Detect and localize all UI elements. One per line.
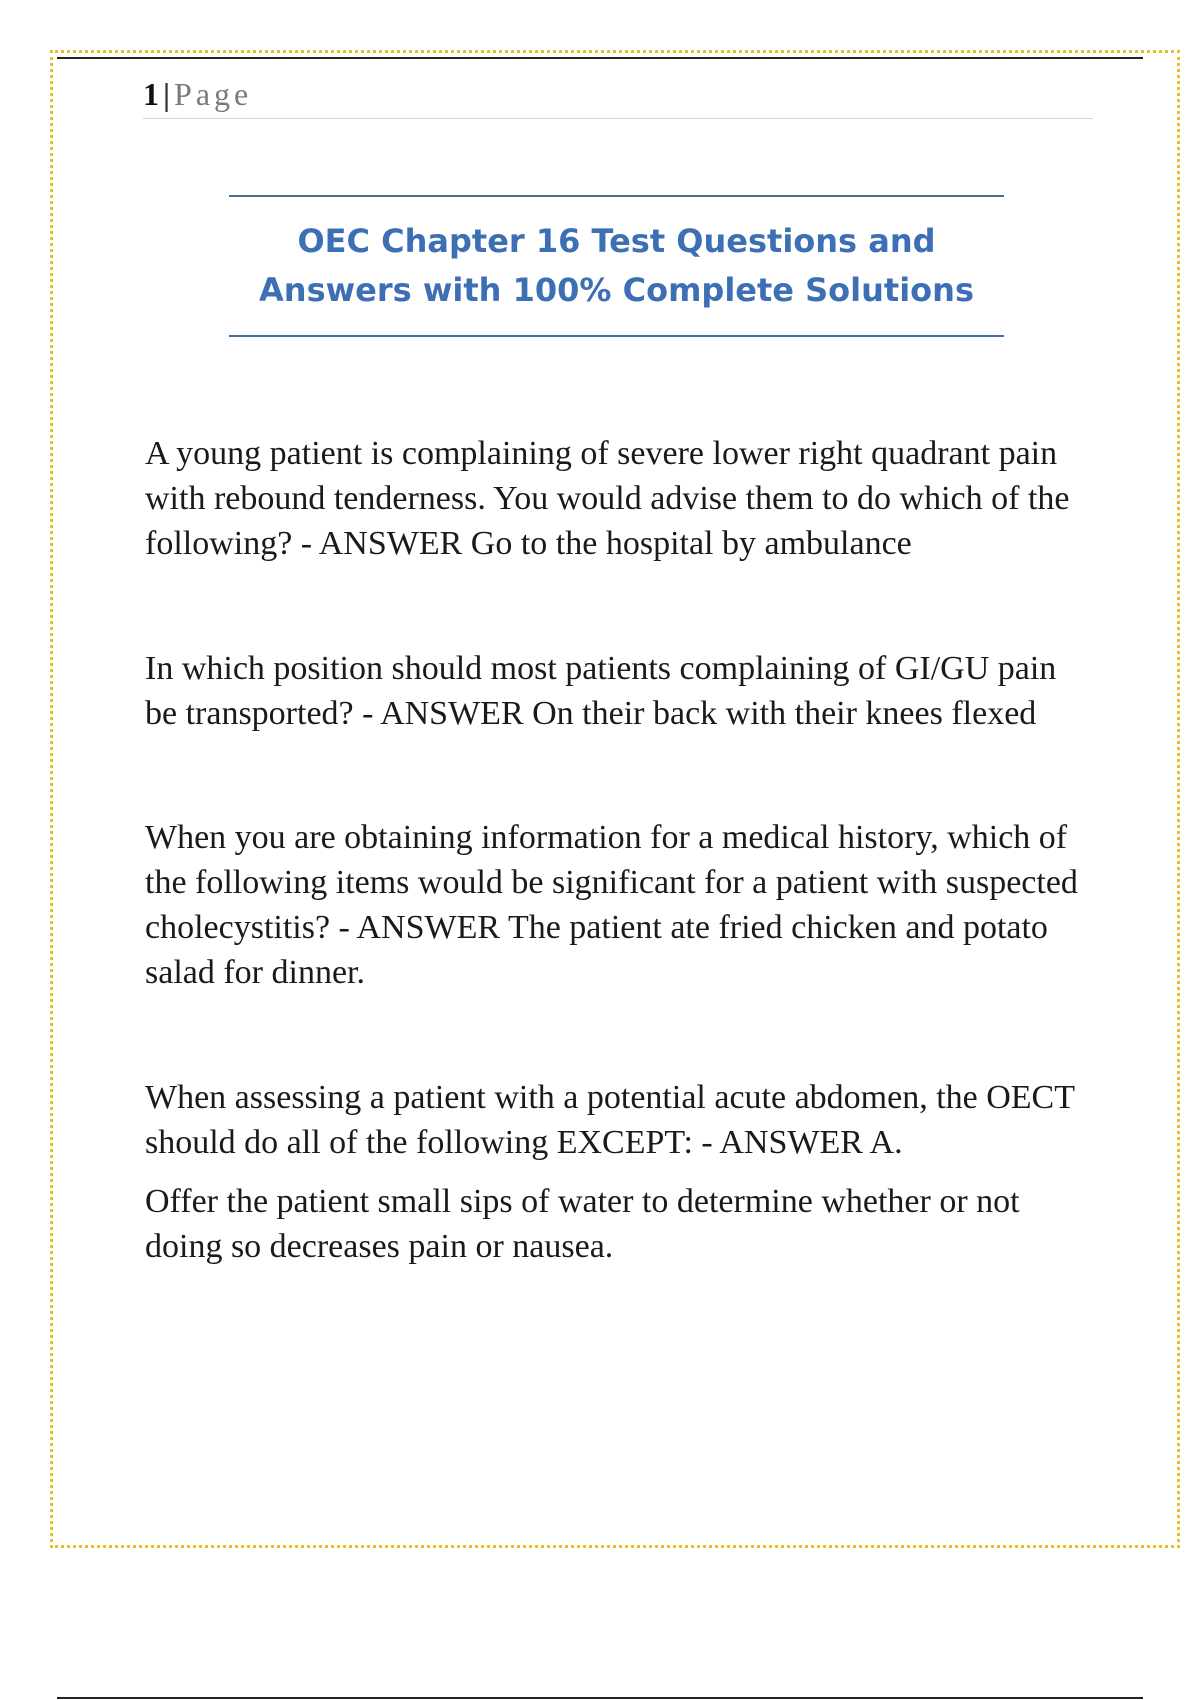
page-header: [143, 74, 1093, 119]
qa-item-4: When assessing a patient with a potential acute abdomen, the OECT should do all of the following EXCEPT: - ANSWER A.: [145, 1079, 1075, 1161]
qa-item-3: When you are obtaining information for a medical history, which of the following items would be significant for a patient with suspected cholecystitis? - ANSWER The patient ate fried chicken and potato salad for dinner.: [145, 819, 1078, 991]
title-box: [229, 195, 1004, 337]
bottom-rule: [57, 1697, 1143, 1699]
top-rule: [57, 57, 1143, 59]
title-line-1: OEC Chapter 16 Test Questions and: [297, 222, 936, 260]
document-title: [259, 217, 974, 315]
qa-list: [145, 431, 1095, 1269]
qa-item-2: In which position should most patients complaining of GI/GU pain be transported? - ANSWER On their back with their knees flexed: [145, 650, 1057, 732]
page-number: 1: [143, 76, 159, 112]
qa-item-5: Offer the patient small sips of water to determine whether or not doing so decreases pain or nausea.: [145, 1183, 1020, 1265]
title-line-2: Answers with 100% Complete Solutions: [259, 271, 974, 309]
page-separator: |: [163, 76, 171, 112]
qa-item-1: A young patient is complaining of severe lower right quadrant pain with rebound tenderness. You would advise them to do which of the following? - ANSWER Go to the hospital by ambulance: [145, 435, 1070, 562]
page-label: Page: [174, 76, 253, 112]
